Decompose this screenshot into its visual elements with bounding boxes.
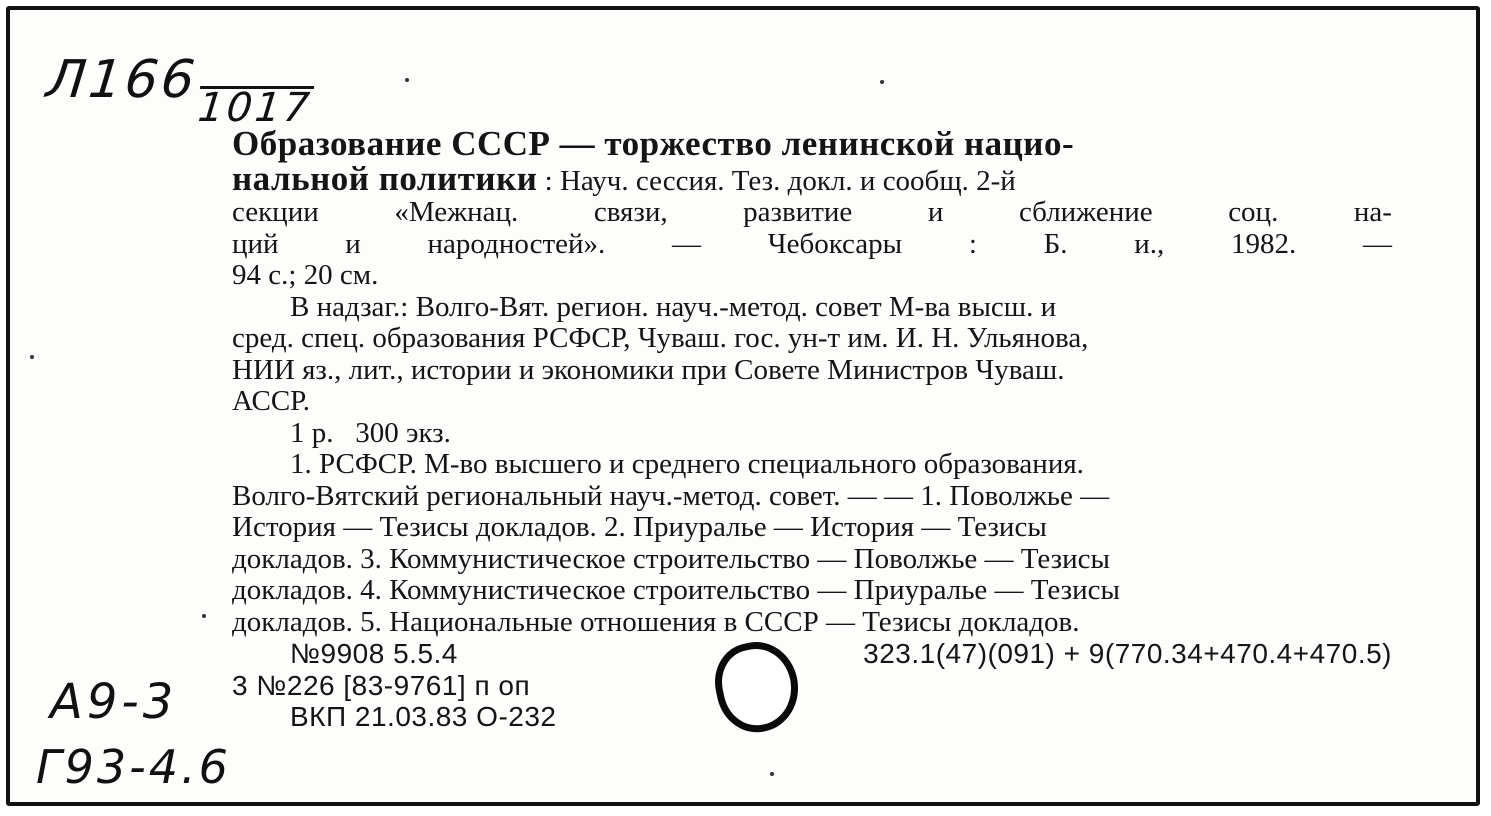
subjects-line-3: История — Тезисы докладов. 2. Приуралье — История — Тезисы — [232, 511, 1047, 543]
description-line-5: 94 с.; 20 см. — [232, 259, 379, 291]
subjects-line-2: Волго-Вятский региональный науч.-метод. совет. — — 1. Поволжье — — [232, 479, 1110, 512]
call-number-sub: 1017 — [195, 85, 315, 131]
ink-speck — [880, 80, 884, 84]
ink-speck — [30, 355, 34, 359]
subjects-line-5: докладов. 4. Коммунистическое строительство — Приуралье — Тезисы — [232, 574, 1120, 606]
title-line-1 — [232, 124, 1392, 163]
handwritten-call-number — [43, 50, 318, 131]
classification-code: 323.1(47)(091) + 9(770.34+470.4+470.5) — [863, 638, 1392, 669]
note-line-3: НИИ яз., лит., истории и экономики при Совете Министров Чуваш. — [232, 353, 1065, 386]
bibliographic-record — [232, 124, 1392, 733]
subjects-line-4: докладов. 3. Коммунистическое строительство — Поволжье — Тезисы — [232, 542, 1110, 575]
title-rest: : Науч. сессия. Тез. докл. и сообщ. 2-й — [544, 164, 1016, 197]
price-line: 1 р. 300 экз. — [290, 416, 451, 449]
ink-speck — [405, 78, 409, 82]
description-line-3: секции «Межнац. связи, развитие и сближение соц. на- — [232, 196, 1392, 228]
inventory-code: №9908 5.5.4 — [290, 638, 458, 669]
description-line-4: ций и народностей». — Чебоксары : Б. и., 1982. — — [232, 227, 1392, 260]
note-line-4: АССР. — [232, 385, 310, 417]
title-bold-2: нальной политики — [232, 158, 538, 198]
note-line-2: сред. спец. образования РСФСР, Чуваш. гос. ун-т им. И. Н. Ульянова, — [232, 322, 1089, 354]
title-line-2 — [232, 158, 1392, 198]
codes-row-2: 3 №226 [83-9761] п оп — [232, 669, 531, 701]
handwritten-mark-a: А9-3 — [50, 674, 178, 730]
note-line-1: В надзаг.: Волго-Вят. регион. науч.-метод. совет М-ва высш. и — [290, 290, 1057, 323]
handwritten-mark-g: Г93-4.6 — [36, 740, 231, 794]
codes-row-1 — [232, 638, 1392, 670]
catalog-card — [6, 6, 1480, 806]
codes-row-3: ВКП 21.03.83 О-232 — [290, 701, 557, 732]
ink-speck — [202, 614, 206, 618]
subjects-line-1: 1. РСФСР. М-во высшего и среднего специального образования. — [290, 448, 1084, 480]
call-number-main: Л166 — [43, 50, 201, 110]
title-bold-1: Образование СССР — торжество ленинской нацио- — [232, 124, 1075, 163]
subjects-line-6: докладов. 5. Национальные отношения в СССР — Тезисы докладов. — [232, 605, 1080, 638]
ink-speck — [770, 772, 774, 776]
